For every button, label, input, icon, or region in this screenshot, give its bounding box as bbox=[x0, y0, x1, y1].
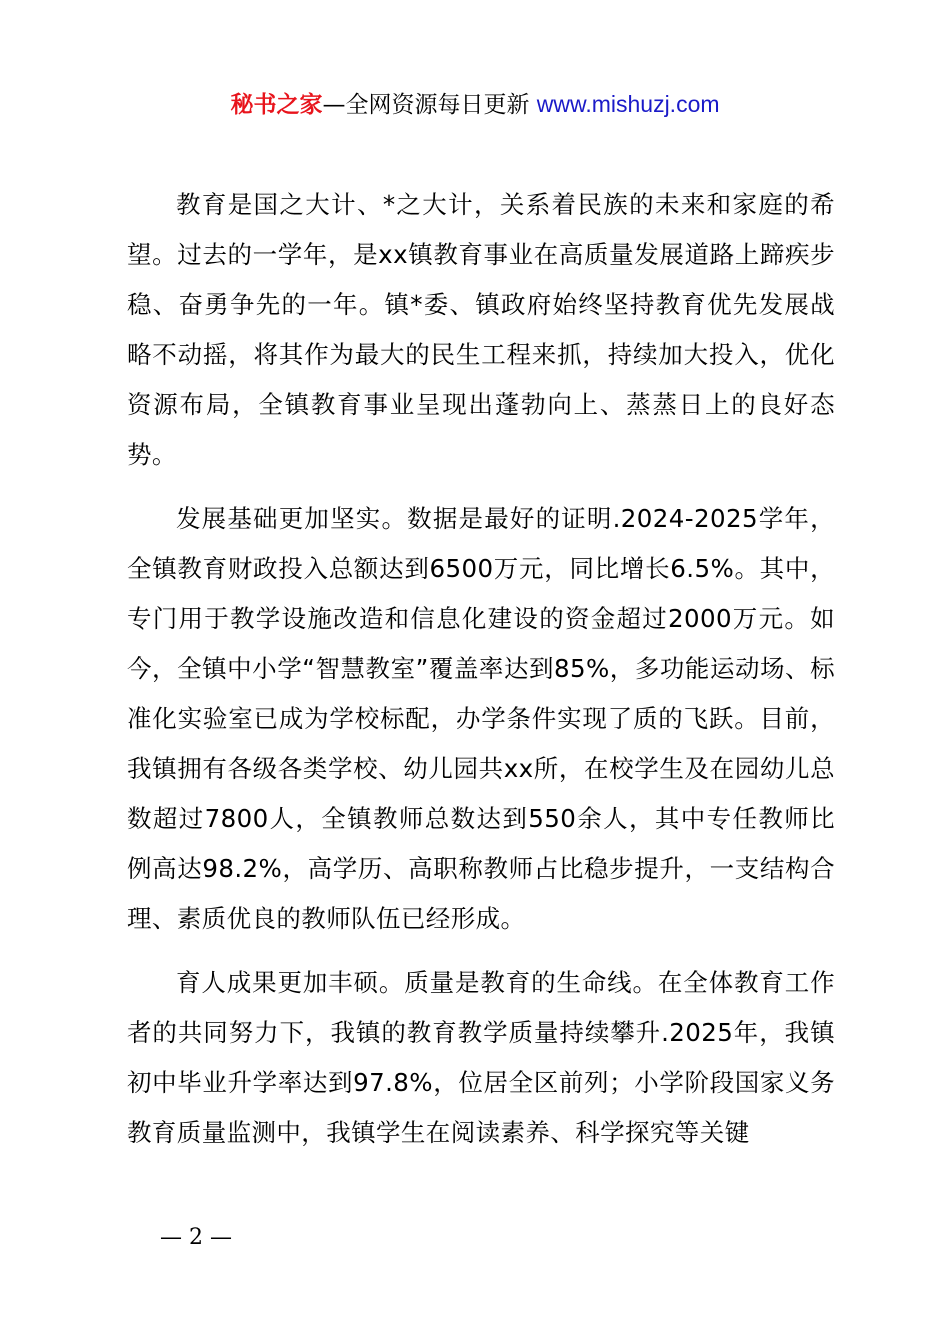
page-number: — 2 — bbox=[160, 1225, 232, 1250]
page-header bbox=[0, 88, 950, 121]
brand-name: 秘书之家 bbox=[230, 92, 323, 118]
paragraph-foundation: 发展基础更加坚实。数据是最好的证明.2024-2025学年，全镇教育财政投入总额达到6500万元，同比增长6.5%。其中，专门用于教学设施改造和信息化建设的资金超过2000万元。如今，全镇中小学“智慧教室”覆盖率达到85%，多功能运动场、标准化实验室已成为学校标配，办学条件实现了质的飞跃。目前，我镇拥有各级各类学校、幼儿园共xx所，在校学生及在园幼儿总数超过7800人，全镇教师总数达到550余人，其中专任教师比例高达98.2%，高学历、高职称教师占比稳步提升，一支结构合理、素质优良的教师队伍已经形成。 bbox=[127, 504, 835, 933]
paragraph-intro: 教育是国之大计、*之大计，关系着民族的未来和家庭的希望。过去的一学年，是xx镇教育事业在高质量发展道路上蹄疾步稳、奋勇争先的一年。镇*委、镇政府始终坚持教育优先发展战略不动摇，将其作为最大的民生工程来抓，持续加大投入，优化资源布局，全镇教育事业呈现出蓬勃向上、蒸蒸日上的良好态势。 bbox=[127, 190, 835, 469]
document-body bbox=[127, 180, 835, 1172]
site-url-link[interactable]: www.mishuzj.com bbox=[536, 91, 720, 117]
header-slogan: —全网资源每日更新 bbox=[322, 92, 530, 118]
paragraph-achievements: 育人成果更加丰硕。质量是教育的生命线。在全体教育工作者的共同努力下，我镇的教育教学质量持续攀升.2025年，我镇初中毕业升学率达到97.8%，位居全区前列；小学阶段国家义务教育质量监测中，我镇学生在阅读素养、科学探究等关键 bbox=[127, 968, 835, 1147]
